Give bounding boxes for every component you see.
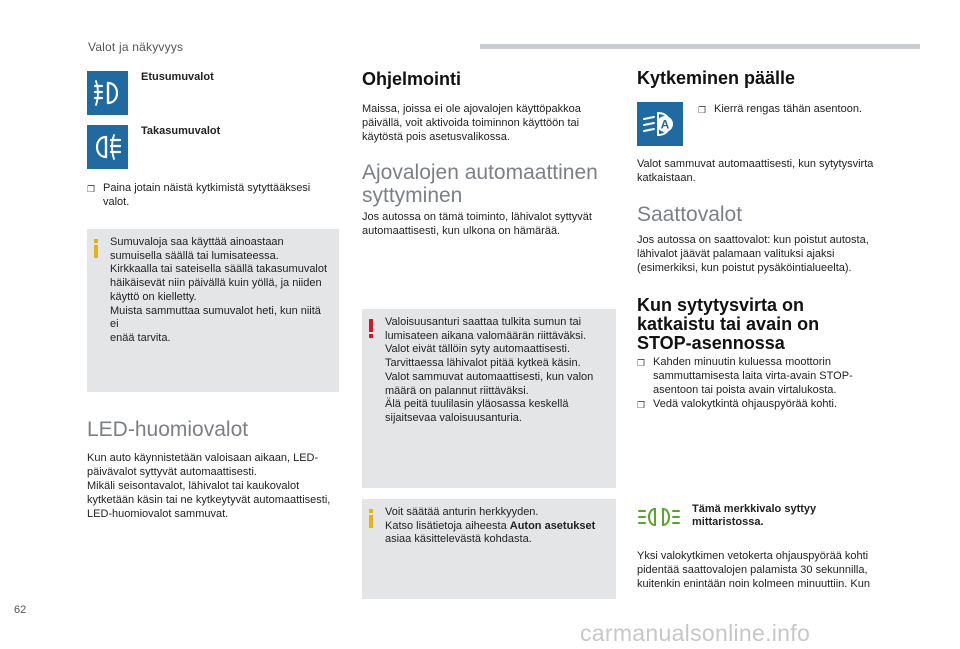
fog-info-text: Sumuvaloja saa käyttää ainoastaan sumuisella säällä tai lumisateessa. Kirkkaalla tai sateisella säällä takasumuvalot häikäisevät niin päivällä kuin yöllä, ja niiden käyttö on kielletty. Muista sammuttaa sumuvalot heti, kun niitä ei enää tarvita. (110, 236, 328, 344)
info-icon (93, 239, 99, 258)
svg-text:A: A (660, 117, 670, 132)
switch-on-instruction-text: Kierrä rengas tähän asentoon. (714, 103, 862, 115)
escort-duration-text: Yksi valokytkimen vetokerta ohjauspyörää kohti pidentää saattovalojen palamista 30 sekunnilla, kuitenkin enintään noin kolmeen minuuttiin. Kun (637, 550, 870, 590)
section-title: Valot ja näkyvyys (88, 40, 184, 54)
ignition-bullet-2 (637, 397, 887, 412)
ignition-bullet-1 (637, 355, 887, 397)
led-text: Kun auto käynnistetään valoisaan aikaan, LED- päivävalot syttyvät automaattisesti. Mikäli seisontavalot, lähivalot tai kaukovalot kytketään käsin tai ne kytkeytyvät automaattisesti, LED-huomiovalot sammuvat. (87, 452, 331, 520)
ignition-heading-line3: STOP-asennossa (637, 333, 785, 353)
led-heading: LED-huomiovalot (87, 418, 249, 441)
indicator-label-line1: Tämä merkkivalo syttyy (692, 503, 817, 515)
warning-icon (368, 319, 374, 338)
ignition-bullet-1-line2: sammuttamisesta laita virta-avain STOP- (653, 370, 853, 382)
switch-off-text: Valot sammuvat automaattisesti, kun sytytysvirta katkaistaan. (637, 158, 874, 184)
fog-instruction-text (103, 181, 310, 209)
sensitivity-info-note (362, 499, 616, 599)
ignition-bullet-1-text (653, 355, 853, 397)
ignition-off-heading (637, 296, 819, 353)
auto-lighting-text: Jos autossa on tämä toiminto, lähivalot syttyvät automaattisesti, kun ulkona on hämärää. (362, 211, 592, 237)
settings-reference: Auton asetukset (509, 519, 596, 532)
bullet-marker: ❐ (87, 184, 96, 194)
bullet-marker: ❐ (637, 358, 646, 368)
bullet-marker: ❐ (698, 105, 707, 115)
ignition-heading-line2: katkaistu tai avain on (637, 314, 820, 334)
fog-instruction-line1: Paina jotain näistä kytkimistä sytyttääksesi (103, 182, 311, 194)
indicator-label-line2: mittaristossa. (692, 516, 764, 528)
front-fog-label: Etusumuvalot (141, 71, 214, 83)
auto-heading-line1: Ajovalojen automaattinen (362, 161, 598, 184)
switch-on-heading: Kytkeminen päälle (637, 68, 796, 88)
rear-fog-label: Takasumuvalot (141, 125, 221, 137)
sensitivity-line2-prefix: Katso lisätietoja aiheesta (385, 519, 510, 532)
indicator-label (692, 503, 816, 529)
sensor-warning-text: Valoisuusanturi saattaa tulkita sumun tai lumisateen aikana valomäärän riittäväksi. Valot eivät tällöin syty automaattisesti. Tarvittaessa lähivalot pitää kytkeä käsin. Valot sammuvat automaattisesti, kun valon määrä on palannut riittäväksi. Älä peitä tuulilasin yläosassa keskellä sijaitsevaa valoisuusanturia. (385, 316, 594, 424)
fog-info-note (87, 229, 339, 392)
bullet-marker: ❐ (637, 400, 646, 410)
programming-heading: Ohjelmointi (362, 69, 461, 89)
page-number: 62 (14, 604, 27, 616)
auto-lighting-heading (362, 161, 598, 207)
watermark: carmanualsonline.info (580, 620, 811, 646)
rear-fog-lamp-icon (87, 125, 128, 169)
ignition-bullet-2-text: Vedä valokytkintä ohjauspyörää kohti. (653, 398, 838, 410)
sensitivity-line3: asiaa käsittelevästä kohdasta. (385, 533, 532, 546)
auto-heading-line2: syttyminen (362, 184, 463, 207)
ignition-heading-line1: Kun sytytysvirta on (637, 295, 805, 315)
ignition-bullet-1-line1: Kahden minuutin kuluessa moottorin (653, 356, 831, 368)
fog-instruction-line2: valot. (103, 196, 130, 208)
switch-on-instruction (698, 102, 898, 117)
escort-text: Jos autossa on saattovalot: kun poistut autosta, lähivalot jäävät palamaan valituksi ajaksi (esimerkiksi, kun poistut pysäköintialueelta). (637, 234, 869, 274)
programming-text: Maissa, joissa ei ole ajovalojen käyttöpakkoa päivällä, voit aktivoida toiminnon käyttöön tai käytöstä pois asetusvalikossa. (362, 103, 581, 143)
fog-instruction (87, 181, 337, 209)
escort-heading: Saattovalot (637, 203, 743, 226)
sensitivity-line1: Voit säätää anturin herkkyyden. (385, 506, 539, 518)
side-lights-indicator-icon (637, 503, 681, 531)
header-divider (480, 44, 920, 49)
sensor-warning-note (362, 309, 616, 488)
front-fog-lamp-icon (87, 71, 128, 115)
ignition-bullet-1-line3: asentoon tai poista avain virtalukosta. (653, 384, 837, 396)
sensitivity-info-text (385, 506, 608, 547)
auto-headlamp-icon (637, 102, 683, 146)
info-icon (368, 509, 374, 528)
